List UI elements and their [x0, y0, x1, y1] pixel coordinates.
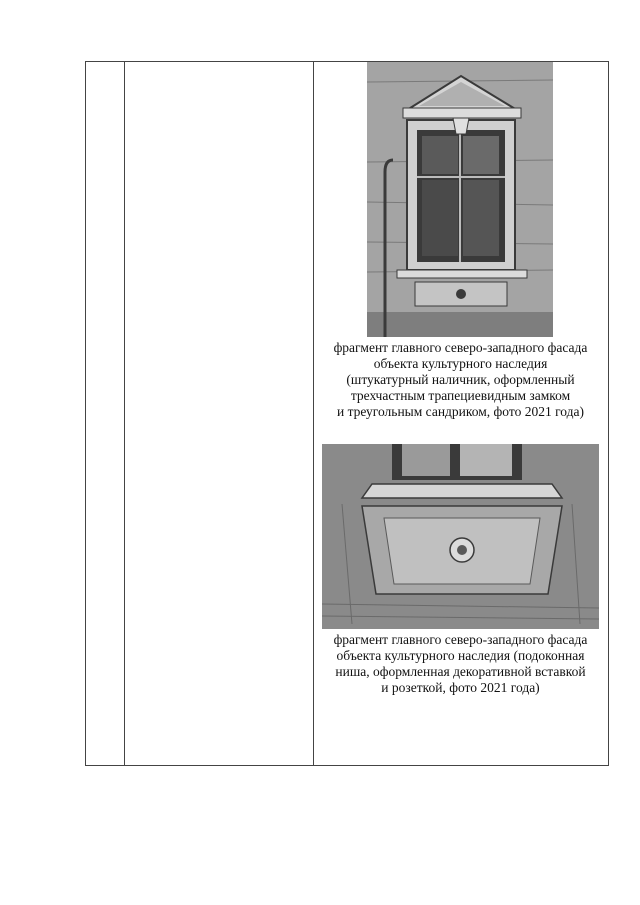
- caption-line: и треугольным сандриком, фото 2021 года): [336, 404, 585, 419]
- caption-line: объекта культурного наследия: [373, 356, 548, 371]
- caption-line: и розеткой, фото 2021 года): [381, 680, 540, 695]
- caption-line: фрагмент главного северо-западного фасада: [333, 632, 588, 647]
- photo-caption: [312, 632, 609, 696]
- caption-line: трехчастным трапециевидным замком: [350, 388, 571, 403]
- facade-window-image: [367, 62, 553, 337]
- caption-line: ниша, оформленная декоративной вставкой: [335, 664, 586, 679]
- facade-window-photo: [367, 62, 553, 337]
- photo-caption: [312, 340, 609, 420]
- table-column-divider: [124, 62, 125, 765]
- caption-line: (штукатурный наличник, оформленный: [346, 372, 575, 387]
- caption-line: объекта культурного наследия (подоконная: [336, 648, 585, 663]
- window-niche-photo: [322, 444, 599, 629]
- window-niche-image: [322, 444, 599, 629]
- caption-line: фрагмент главного северо-западного фасада: [333, 340, 588, 355]
